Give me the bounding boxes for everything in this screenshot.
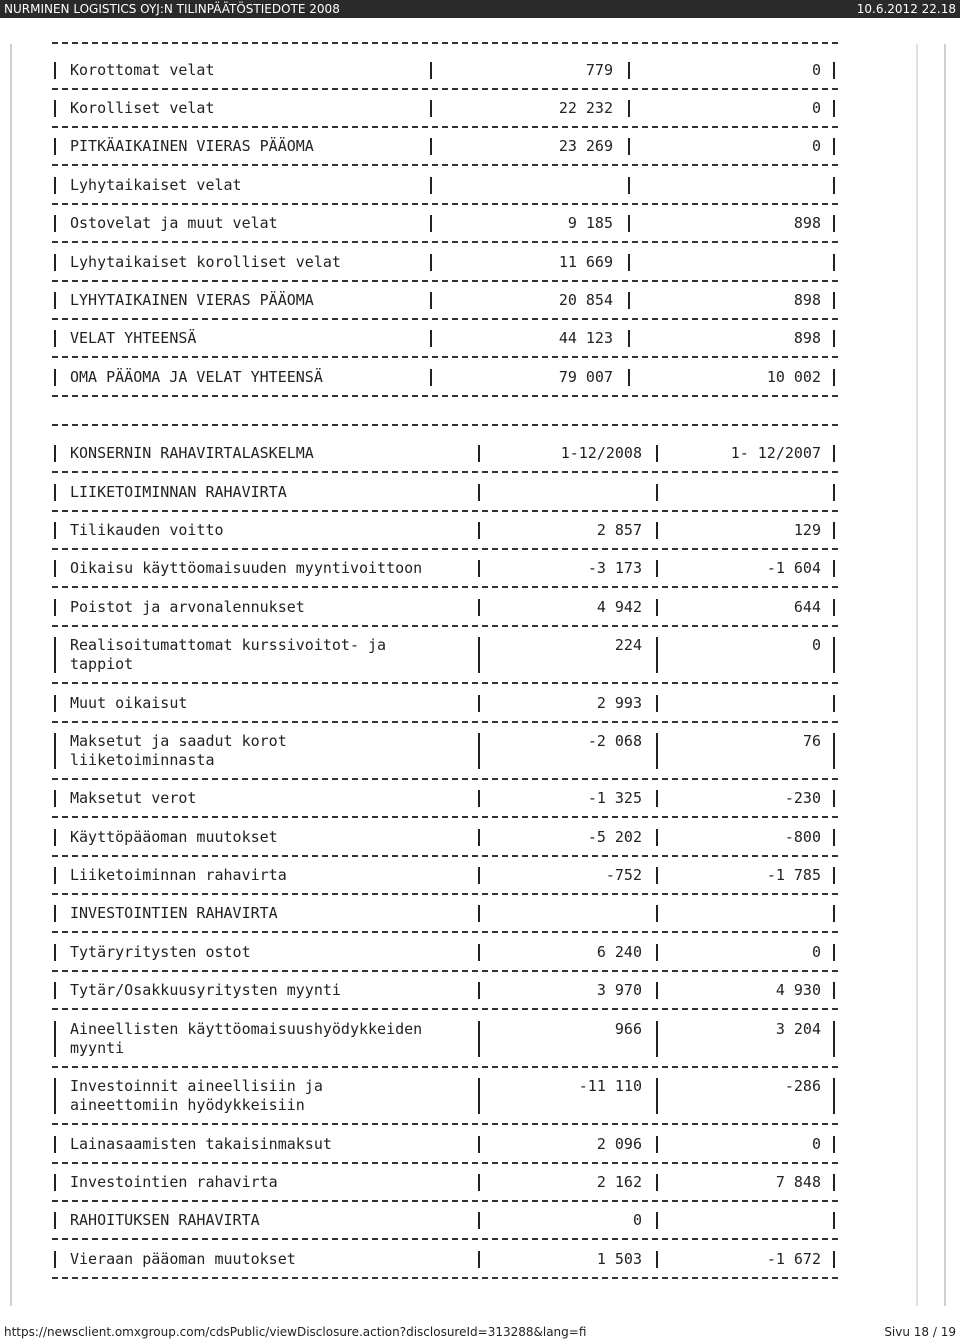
cell-border xyxy=(478,445,480,462)
value-current: 9 185 xyxy=(567,214,613,232)
row-separator xyxy=(52,682,838,684)
value-previous: 0 xyxy=(811,61,821,79)
cell-border xyxy=(656,1251,658,1268)
cell-border xyxy=(54,138,56,155)
value-current: -3 173 xyxy=(587,559,642,577)
cell-border xyxy=(656,1212,658,1229)
row-label: LIIKETOIMINNAN RAHAVIRTA xyxy=(70,483,287,501)
cell-border xyxy=(833,695,835,712)
cell-border xyxy=(54,867,56,884)
print-date: 10.6.2012 22.18 xyxy=(856,2,956,16)
row-separator xyxy=(52,1066,838,1068)
value-previous: -1 604 xyxy=(766,559,821,577)
cell-border xyxy=(430,292,432,309)
cell-border xyxy=(478,1078,480,1114)
row-label: Tytär/Osakkuusyritysten myynti xyxy=(70,981,341,999)
value-previous: 898 xyxy=(793,291,821,309)
row-label: KONSERNIN RAHAVIRTALASKELMA xyxy=(70,444,314,462)
cell-border xyxy=(833,100,835,117)
cell-border xyxy=(628,330,630,347)
value-current: 22 232 xyxy=(558,99,613,117)
cell-border xyxy=(54,177,56,194)
cell-border xyxy=(478,599,480,616)
cell-border xyxy=(54,369,56,386)
row-separator xyxy=(52,395,838,397)
value-previous: 10 002 xyxy=(766,368,821,386)
cell-border xyxy=(833,905,835,922)
value-current: 966 xyxy=(614,1020,642,1038)
cell-border xyxy=(833,138,835,155)
row-label: aineettomiin hyödykkeisiin xyxy=(70,1096,305,1114)
row-separator xyxy=(52,1277,838,1279)
cell-border xyxy=(478,1212,480,1229)
cell-border xyxy=(430,177,432,194)
row-label: Investointien rahavirta xyxy=(70,1173,278,1191)
cell-border xyxy=(656,522,658,539)
cell-border xyxy=(833,1021,835,1057)
value-previous: 898 xyxy=(793,214,821,232)
cell-border xyxy=(628,369,630,386)
cell-border xyxy=(656,695,658,712)
cell-border xyxy=(54,599,56,616)
right-margin-line xyxy=(944,44,946,1306)
cell-border xyxy=(656,1078,658,1114)
row-separator xyxy=(52,1238,838,1240)
value-previous: 0 xyxy=(811,137,821,155)
value-current: 2 096 xyxy=(596,1135,642,1153)
cell-border xyxy=(430,138,432,155)
row-label: RAHOITUKSEN RAHAVIRTA xyxy=(70,1211,260,1229)
value-current: 23 269 xyxy=(558,137,613,155)
value-previous: 129 xyxy=(793,521,821,539)
cell-border xyxy=(833,215,835,232)
cell-border xyxy=(833,1174,835,1191)
cell-border xyxy=(478,982,480,999)
value-previous: -286 xyxy=(784,1077,821,1095)
value-previous: 1- 12/2007 xyxy=(730,444,821,462)
value-previous: 3 204 xyxy=(775,1020,821,1038)
cell-border xyxy=(478,905,480,922)
cell-border xyxy=(833,445,835,462)
cell-border xyxy=(833,369,835,386)
value-current: -1 325 xyxy=(587,789,642,807)
left-margin-line xyxy=(10,44,12,1306)
value-previous: 0 xyxy=(811,636,821,654)
value-current: 11 669 xyxy=(558,253,613,271)
value-current: -2 068 xyxy=(587,732,642,750)
row-separator xyxy=(52,164,838,166)
cell-border xyxy=(656,982,658,999)
cell-border xyxy=(430,330,432,347)
cell-border xyxy=(628,177,630,194)
cell-border xyxy=(833,982,835,999)
row-separator xyxy=(52,1162,838,1164)
value-current: 79 007 xyxy=(558,368,613,386)
cell-border xyxy=(656,637,658,673)
cell-border xyxy=(628,62,630,79)
value-current: 224 xyxy=(614,636,642,654)
cell-border xyxy=(54,944,56,961)
row-label: Investoinnit aineellisiin ja xyxy=(70,1077,323,1095)
row-separator xyxy=(52,510,838,512)
cell-border xyxy=(656,1021,658,1057)
row-separator xyxy=(52,548,838,550)
value-current: 44 123 xyxy=(558,329,613,347)
cell-border xyxy=(478,1136,480,1153)
cell-border xyxy=(656,733,658,769)
cell-border xyxy=(656,905,658,922)
cell-border xyxy=(54,445,56,462)
cell-border xyxy=(54,292,56,309)
row-label: Maksetut ja saadut korot xyxy=(70,732,287,750)
cell-border xyxy=(54,829,56,846)
value-current: 3 970 xyxy=(596,981,642,999)
value-current: 1 503 xyxy=(596,1250,642,1268)
cell-border xyxy=(833,560,835,577)
row-separator xyxy=(52,356,838,358)
cell-border xyxy=(656,1174,658,1191)
value-previous: 0 xyxy=(811,943,821,961)
row-label: LYHYTAIKAINEN VIERAS PÄÄOMA xyxy=(70,291,314,309)
row-label: Tytäryritysten ostot xyxy=(70,943,251,961)
cell-border xyxy=(54,522,56,539)
value-previous: 4 930 xyxy=(775,981,821,999)
cell-border xyxy=(833,292,835,309)
cell-border xyxy=(478,1174,480,1191)
row-separator xyxy=(52,721,838,723)
row-separator xyxy=(52,893,838,895)
row-label: Vieraan pääoman muutokset xyxy=(70,1250,296,1268)
row-label: Poistot ja arvonalennukset xyxy=(70,598,305,616)
page-footer xyxy=(0,1322,960,1341)
cell-border xyxy=(628,138,630,155)
row-label: liiketoiminnasta xyxy=(70,751,215,769)
value-current: 0 xyxy=(632,1211,642,1229)
cell-border xyxy=(833,62,835,79)
cell-border xyxy=(54,1212,56,1229)
cell-border xyxy=(54,484,56,501)
cell-border xyxy=(628,100,630,117)
cell-border xyxy=(54,1078,56,1114)
value-current: 1-12/2008 xyxy=(560,444,642,462)
cell-border xyxy=(478,560,480,577)
cell-border xyxy=(54,1251,56,1268)
page-header xyxy=(0,0,960,18)
cell-border xyxy=(54,1136,56,1153)
value-previous: 7 848 xyxy=(775,1173,821,1191)
cell-border xyxy=(54,982,56,999)
row-label: VELAT YHTEENSÄ xyxy=(70,329,197,347)
cell-border xyxy=(656,599,658,616)
cell-border xyxy=(478,790,480,807)
cell-border xyxy=(430,100,432,117)
row-separator xyxy=(52,280,838,282)
cell-border xyxy=(54,695,56,712)
value-previous: -800 xyxy=(784,828,821,846)
cell-border xyxy=(656,790,658,807)
cell-border xyxy=(628,215,630,232)
value-current: 2 857 xyxy=(596,521,642,539)
cell-border xyxy=(478,522,480,539)
value-previous: 898 xyxy=(793,329,821,347)
row-label: Muut oikaisut xyxy=(70,694,188,712)
cell-border xyxy=(833,790,835,807)
cell-border xyxy=(833,733,835,769)
cell-border xyxy=(833,522,835,539)
cell-border xyxy=(833,1078,835,1114)
cell-border xyxy=(478,733,480,769)
row-separator xyxy=(52,318,838,320)
value-current: 4 942 xyxy=(596,598,642,616)
cell-border xyxy=(430,369,432,386)
cell-border xyxy=(833,177,835,194)
value-previous: -230 xyxy=(784,789,821,807)
cell-border xyxy=(833,637,835,673)
value-current: 2 162 xyxy=(596,1173,642,1191)
cell-border xyxy=(656,944,658,961)
value-current: 6 240 xyxy=(596,943,642,961)
cell-border xyxy=(54,560,56,577)
cell-border xyxy=(54,62,56,79)
cell-border xyxy=(656,484,658,501)
value-current: -11 110 xyxy=(578,1077,642,1095)
cell-border xyxy=(478,829,480,846)
row-label: Oikaisu käyttöomaisuuden myyntivoittoon xyxy=(70,559,423,577)
value-current: 779 xyxy=(585,61,613,79)
row-separator xyxy=(52,203,838,205)
cell-border xyxy=(478,1021,480,1057)
cell-border xyxy=(430,215,432,232)
balance-rule xyxy=(52,42,838,44)
row-separator xyxy=(52,471,838,473)
value-current: -5 202 xyxy=(587,828,642,846)
row-label: Ostovelat ja muut velat xyxy=(70,214,278,232)
cell-border xyxy=(54,733,56,769)
row-separator xyxy=(52,778,838,780)
value-previous: 644 xyxy=(793,598,821,616)
cell-border xyxy=(833,254,835,271)
cell-border xyxy=(833,1212,835,1229)
cell-border xyxy=(833,484,835,501)
row-label: Tilikauden voitto xyxy=(70,521,224,539)
cell-border xyxy=(54,1021,56,1057)
row-separator xyxy=(52,1008,838,1010)
cell-border xyxy=(54,100,56,117)
value-previous: -1 785 xyxy=(766,866,821,884)
row-label: PITKÄAIKAINEN VIERAS PÄÄOMA xyxy=(70,137,314,155)
cell-border xyxy=(833,599,835,616)
cell-border xyxy=(54,637,56,673)
row-separator xyxy=(52,625,838,627)
row-label: Korottomat velat xyxy=(70,61,215,79)
document-title: NURMINEN LOGISTICS OYJ:N TILINPÄÄTÖSTIEDOTE 2008 xyxy=(4,2,340,16)
cell-border xyxy=(656,1136,658,1153)
row-separator xyxy=(52,126,838,128)
row-label: INVESTOINTIEN RAHAVIRTA xyxy=(70,904,278,922)
cell-border xyxy=(628,254,630,271)
cell-border xyxy=(833,330,835,347)
cell-border xyxy=(656,829,658,846)
row-separator xyxy=(52,816,838,818)
cell-border xyxy=(656,560,658,577)
cell-border xyxy=(656,445,658,462)
cell-border xyxy=(478,867,480,884)
source-url[interactable]: https://newsclient.omxgroup.com/cdsPublic/viewDisclosure.action?disclosureId=313288&lang=fi xyxy=(4,1325,587,1339)
cell-border xyxy=(430,254,432,271)
cell-border xyxy=(430,62,432,79)
row-label: Aineellisten käyttöomaisuushyödykkeiden xyxy=(70,1020,423,1038)
row-separator xyxy=(52,931,838,933)
cell-border xyxy=(54,330,56,347)
row-label: Lainasaamisten takaisinmaksut xyxy=(70,1135,332,1153)
row-separator xyxy=(52,1200,838,1202)
row-label: Maksetut verot xyxy=(70,789,197,807)
row-label: Liiketoiminnan rahavirta xyxy=(70,866,287,884)
cell-border xyxy=(656,867,658,884)
cell-border xyxy=(478,944,480,961)
row-label: Lyhytaikaiset velat xyxy=(70,176,242,194)
row-separator xyxy=(52,855,838,857)
row-separator xyxy=(52,88,838,90)
value-current: 2 993 xyxy=(596,694,642,712)
value-previous: 0 xyxy=(811,1135,821,1153)
cell-border xyxy=(628,292,630,309)
cell-border xyxy=(478,1251,480,1268)
row-label: Realisoitumattomat kurssivoitot- ja xyxy=(70,636,387,654)
cell-border xyxy=(833,829,835,846)
row-label: Lyhytaikaiset korolliset velat xyxy=(70,253,341,271)
row-separator xyxy=(52,1123,838,1125)
cell-border xyxy=(54,215,56,232)
value-previous: 76 xyxy=(802,732,821,750)
row-separator xyxy=(52,970,838,972)
cell-border xyxy=(833,1136,835,1153)
cell-border xyxy=(54,905,56,922)
value-current: 20 854 xyxy=(558,291,613,309)
cashflow-rule xyxy=(52,424,838,426)
cell-border xyxy=(833,944,835,961)
cell-border xyxy=(54,254,56,271)
row-label: tappiot xyxy=(70,655,134,673)
right-inner-line xyxy=(916,44,918,1306)
cell-border xyxy=(54,1174,56,1191)
cell-border xyxy=(478,637,480,673)
cell-border xyxy=(54,790,56,807)
cell-border xyxy=(833,867,835,884)
cell-border xyxy=(478,695,480,712)
value-previous: -1 672 xyxy=(766,1250,821,1268)
row-separator xyxy=(52,241,838,243)
cell-border xyxy=(478,484,480,501)
cell-border xyxy=(833,1251,835,1268)
row-label: Käyttöpääoman muutokset xyxy=(70,828,278,846)
row-separator xyxy=(52,586,838,588)
value-current: -752 xyxy=(605,866,642,884)
page-number: Sivu 18 / 19 xyxy=(884,1325,956,1339)
row-label: myynti xyxy=(70,1039,125,1057)
row-label: OMA PÄÄOMA JA VELAT YHTEENSÄ xyxy=(70,368,323,386)
row-label: Korolliset velat xyxy=(70,99,215,117)
value-previous: 0 xyxy=(811,99,821,117)
